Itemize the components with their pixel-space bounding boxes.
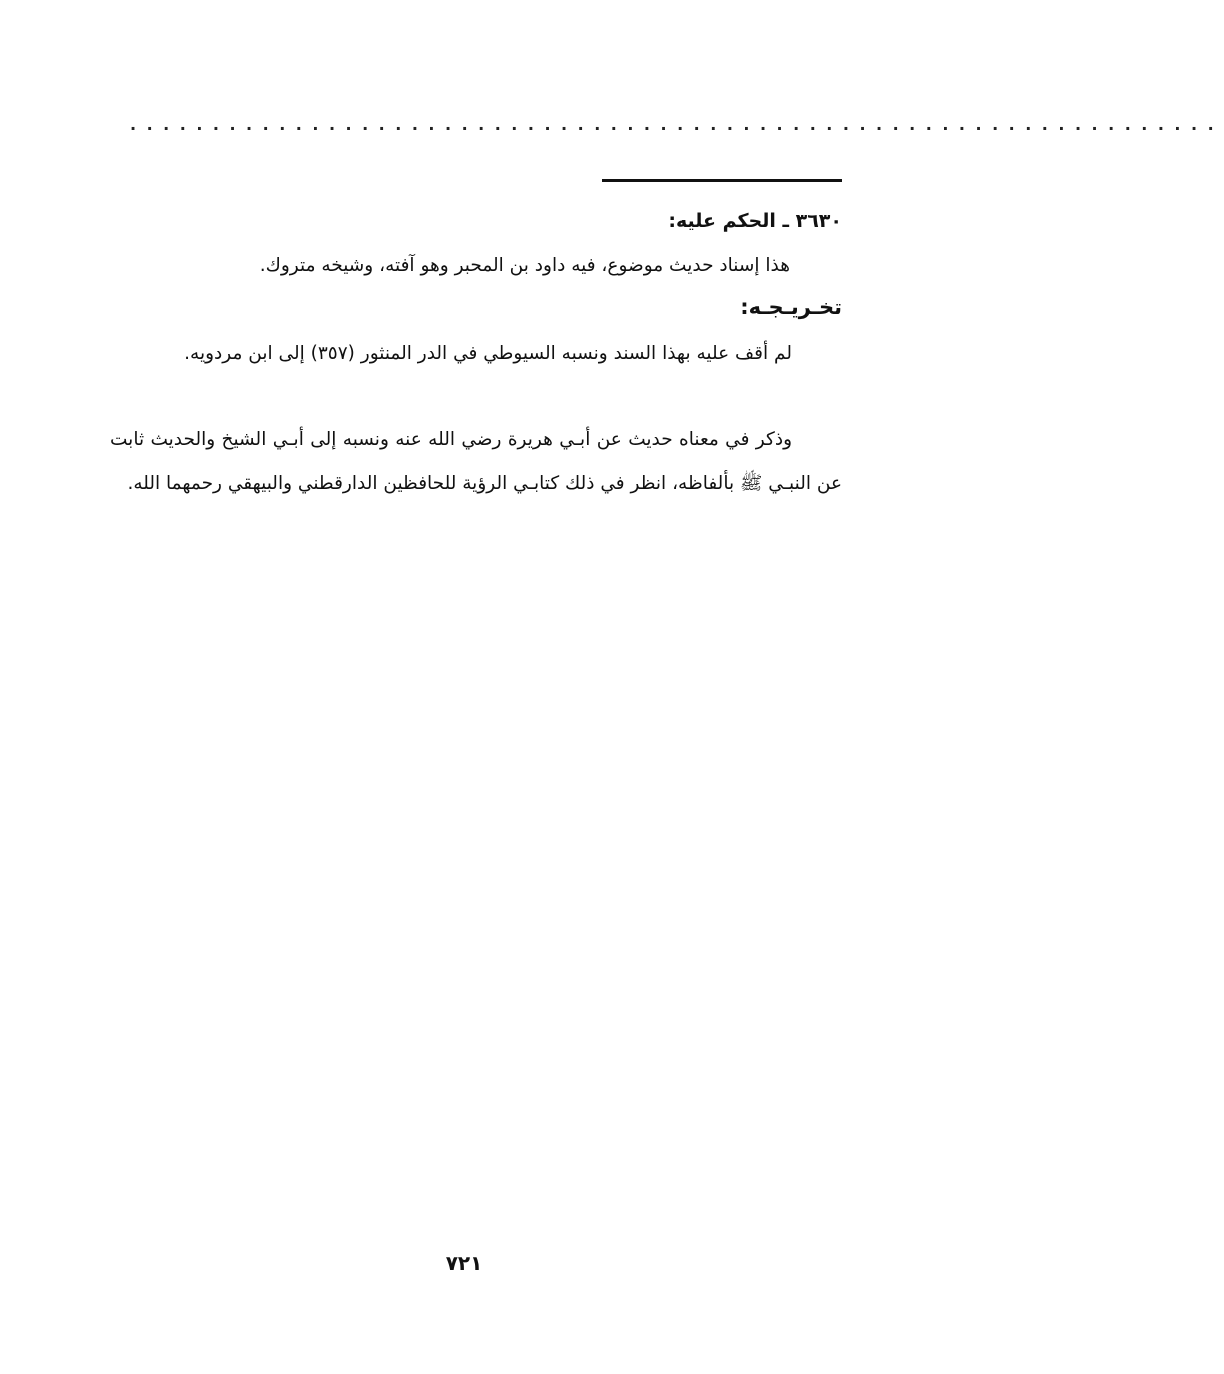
verdict-paragraph: هذا إسناد حديث موضوع، فيه داود بن المحبر وهو آفته، وشيخه متروك. bbox=[259, 255, 790, 276]
entry-number: ٣٦٣٠ bbox=[795, 210, 842, 232]
page-number: ٧٢١ bbox=[445, 1251, 483, 1275]
entry-heading-label: الحكم عليه: bbox=[668, 210, 776, 232]
dotted-separator: .................................................................. bbox=[130, 115, 1224, 134]
takhrij-paragraph-1: لم أقف عليه بهذا السند ونسبه السيوطي في الدر المنثور (٣٥٧) إلى ابن مردويه. bbox=[184, 343, 792, 364]
entry-dash: ـ bbox=[782, 210, 789, 232]
takhrij-heading: تخـريـجـه: bbox=[740, 295, 842, 319]
footnote-rule bbox=[602, 179, 842, 182]
takhrij-paragraph-2: وذكر في معناه حديث عن أبـي هريرة رضي الله عنه ونسبه إلى أبـي الشيخ والحديث ثابت عن النبـي ﷺ بألفاظه، انظر في ذلك كتابـي الرؤية للحافظين الدارقطني والبيهقي رحمهما الله. bbox=[110, 429, 842, 494]
entry-heading bbox=[110, 206, 842, 236]
